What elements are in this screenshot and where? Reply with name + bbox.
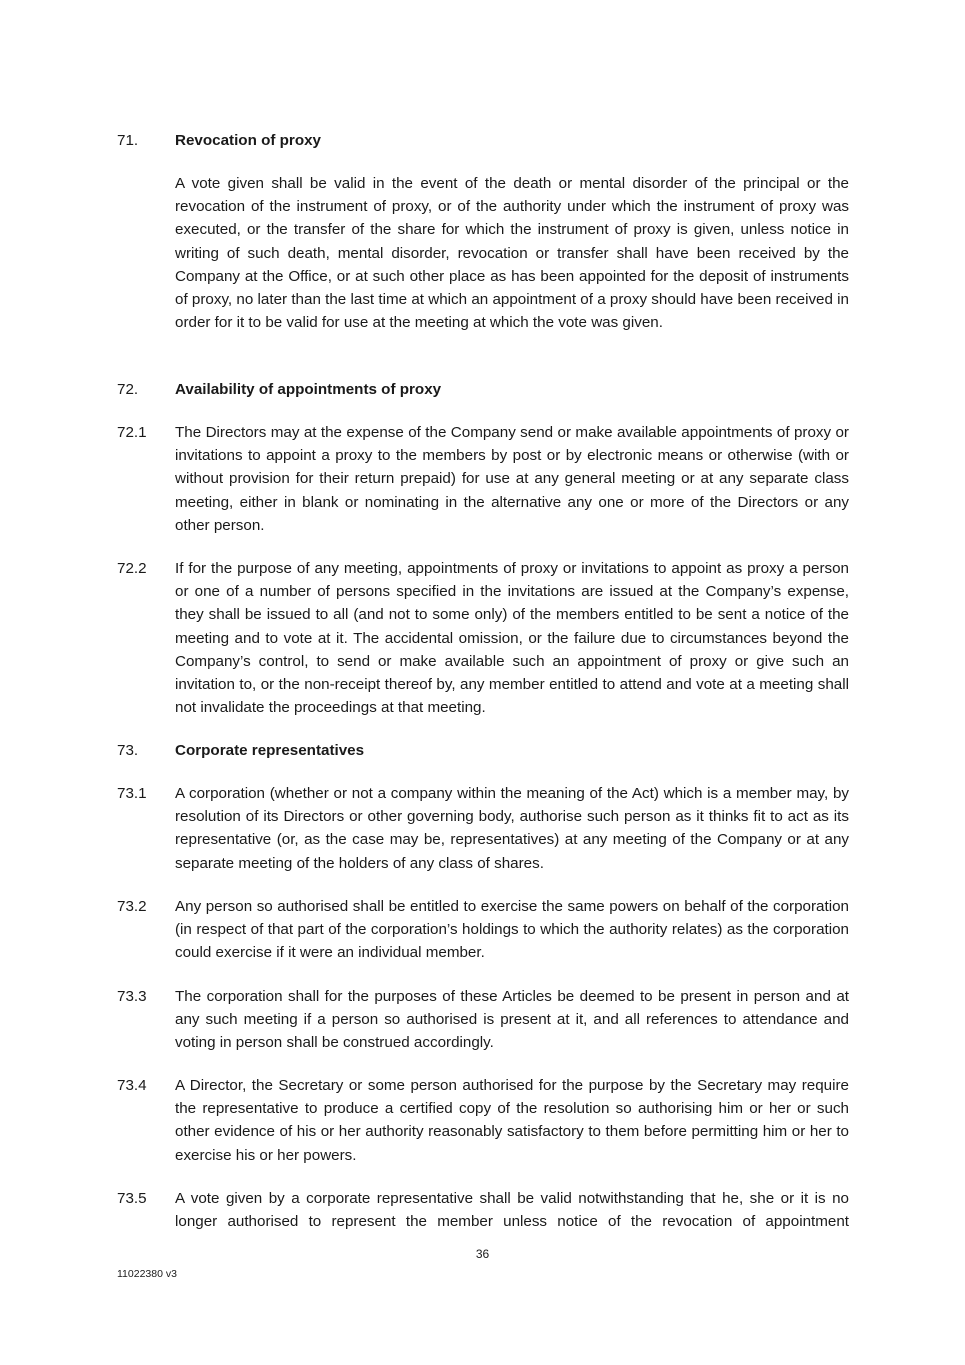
clause-text: The corporation shall for the purposes of these Articles be deemed to be present in person and at any such meeting if a person so authorised is present at it, and all references to attendance and voting in person shall be construed accordingly. bbox=[175, 988, 849, 1052]
clause-73-5 bbox=[117, 1187, 849, 1233]
clause-number: 73.3 bbox=[117, 988, 147, 1005]
clause-72-2 bbox=[117, 557, 849, 719]
clause-number: 73.4 bbox=[117, 1077, 147, 1094]
document-reference: 11022380 v3 bbox=[117, 1268, 177, 1280]
section-title: Corporate representatives bbox=[175, 742, 365, 759]
clause-73-3 bbox=[117, 985, 849, 1055]
section-title: Availability of appointments of proxy bbox=[175, 381, 442, 398]
section-title: Revocation of proxy bbox=[175, 132, 321, 149]
clause-73-4 bbox=[117, 1074, 849, 1167]
clause-text: Any person so authorised shall be entitled to exercise the same powers on behalf of the corporation (in respect of that part of the corporation’s holdings to which the authority relates) as the corporation could exercise if it were an individual member. bbox=[175, 898, 849, 962]
clause-number: 72.2 bbox=[117, 560, 147, 577]
page-number: 36 bbox=[475, 1247, 490, 1261]
clause-text: If for the purpose of any meeting, appointments of proxy or invitations to appoint as proxy a person or one of a number of persons specified in the invitations are issued at the Company’s expense, they shall be issued to all (and not to some only) of the members entitled to be sent a notice of the meeting and to vote at it. The accidental omission, or the failure due to circumstances beyond the Company’s control, to send or make available such an appointment of proxy or give such an invitation to, or the non-receipt thereof by, any member entitled to attend and vote at a meeting shall not invalidate the proceedings at that meeting. bbox=[175, 560, 849, 717]
clause-73-2 bbox=[117, 895, 849, 965]
clause-text: A Director, the Secretary or some person authorised for the purpose by the Secretary may require the representative to produce a certified copy of the resolution so authorising him or her or such other evidence of his or her authority reasonably satisfactory to them before permitting him or her to exercise his or her powers. bbox=[175, 1077, 849, 1164]
clause-number: 73.1 bbox=[117, 785, 147, 802]
clause-text: A corporation (whether or not a company within the meaning of the Act) which is a member may, by resolution of its Directors or other governing body, authorise such person as it thinks fit to act as its representative (or, as the case may be, representatives) at any meeting of the Company or at any separate meeting of the holders of any class of shares. bbox=[175, 785, 849, 872]
section-number: 73. bbox=[117, 742, 139, 759]
clause-number: 73.5 bbox=[117, 1190, 147, 1207]
clause-text: A vote given by a corporate representative shall be valid notwithstanding that he, she or it is no longer authorised to represent the member unless notice of the revocation of appointment bbox=[175, 1190, 849, 1231]
clause-text: The Directors may at the expense of the Company send or make available appointments of proxy or invitations to appoint a proxy to the members by post or by electronic means or otherwise (with or without provision for their return prepaid) for use at any general meeting or at any separate class meeting, either in blank or nominating in the alternative any one or more of the Directors or any other person. bbox=[175, 424, 849, 534]
clause-number: 73.2 bbox=[117, 898, 147, 915]
section-71-body: A vote given shall be valid in the event of the death or mental disorder of the principal or the revocation of the instrument of proxy, or of the authority under which the instrument of proxy was executed, or the transfer of the share for which the instrument of proxy is given, unless notice in writing of such death, mental disorder, revocation or transfer shall have been received by the Company at the Office, or at such other place as has been appointed for the deposit of instruments of proxy, no later than the last time at which an appointment of a proxy should have been received in order for it to be valid for use at the meeting at which the vote was given. bbox=[175, 175, 849, 332]
clause-number: 72.1 bbox=[117, 424, 147, 441]
section-number: 72. bbox=[117, 381, 139, 398]
clause-72-1 bbox=[117, 421, 849, 537]
clause-73-1 bbox=[117, 782, 849, 875]
section-number: 71. bbox=[117, 132, 139, 149]
